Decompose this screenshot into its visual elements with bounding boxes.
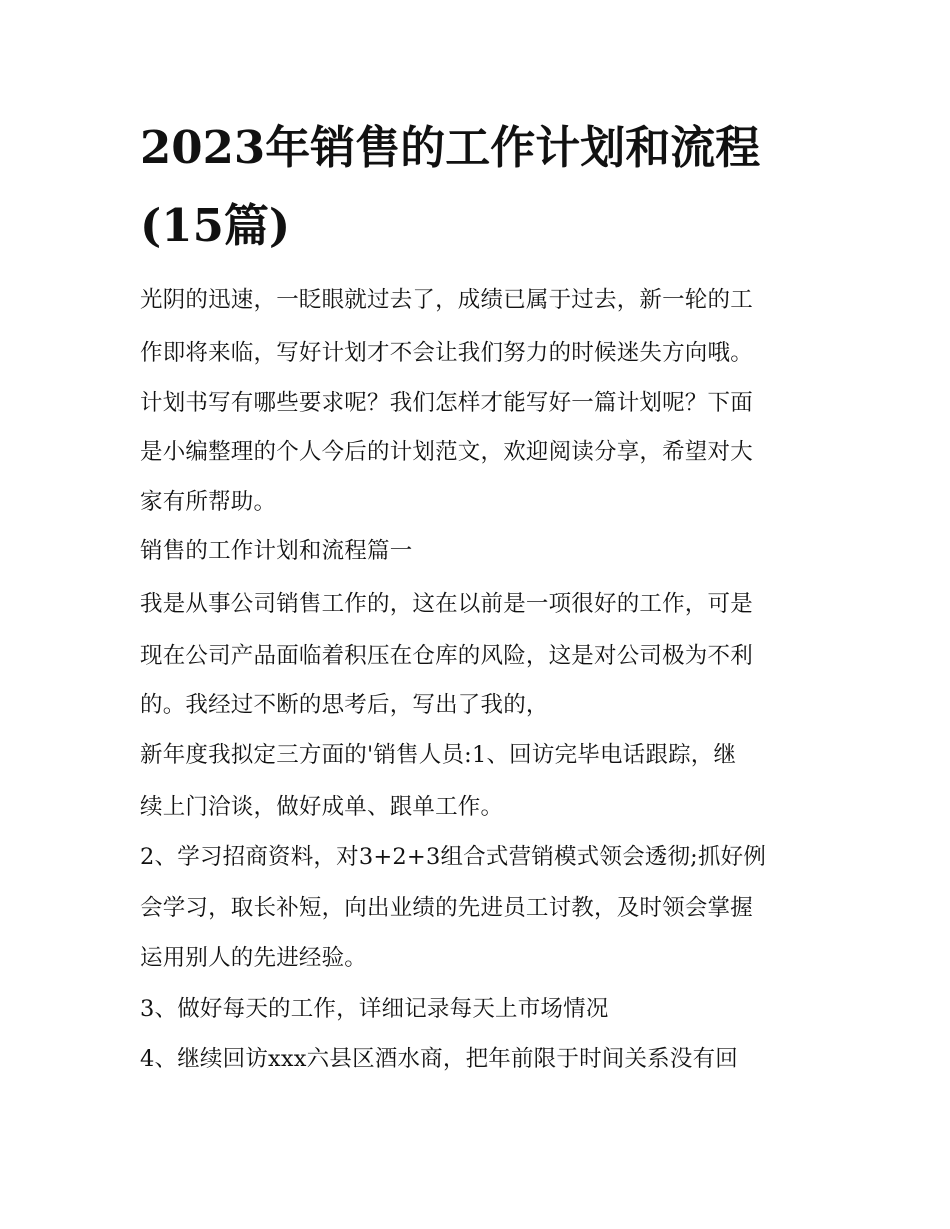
document-title-line-2: (15篇) [140,199,291,252]
body-line-3: 计划书写有哪些要求呢？我们怎样才能写好一篇计划呢？下面 [140,390,753,416]
section-heading: 销售的工作计划和流程篇一 [140,538,413,564]
body-line-16: 4、继续回访xxx六县区酒水商，把年前限于时间关系没有回 [140,1046,738,1072]
body-line-2: 作即将来临，写好计划才不会让我们努力的时候迷失方向哦。 [140,340,753,366]
body-line-12: 2、学习招商资料，对3+2+3组合式营销模式领会透彻;抓好例 [140,844,767,870]
document-title-line-1: 2023年销售的工作计划和流程 [140,121,761,174]
body-line-9: 的。我经过不断的思考后，写出了我的， [140,692,549,718]
body-line-13: 会学习，取长补短，向出业绩的先进员工讨教，及时领会掌握 [140,895,753,921]
body-line-7: 我是从事公司销售工作的，这在以前是一项很好的工作，可是 [140,591,753,617]
body-line-4: 是小编整理的个人今后的计划范文，欢迎阅读分享，希望对大 [140,439,753,465]
body-line-1: 光阴的迅速，一眨眼就过去了，成绩已属于过去，新一轮的工 [140,287,753,313]
body-line-10: 新年度我拟定三方面的'销售人员:1、回访完毕电话跟踪，继 [140,742,737,768]
body-line-15: 3、做好每天的工作，详细记录每天上市场情况 [140,996,609,1022]
body-line-11: 续上门洽谈，做好成单、跟单工作。 [140,794,504,820]
body-line-14: 运用别人的先进经验。 [140,945,368,971]
body-line-8: 现在公司产品面临着积压在仓库的风险，这是对公司极为不利 [140,643,753,669]
body-line-5: 家有所帮助。 [140,489,277,515]
